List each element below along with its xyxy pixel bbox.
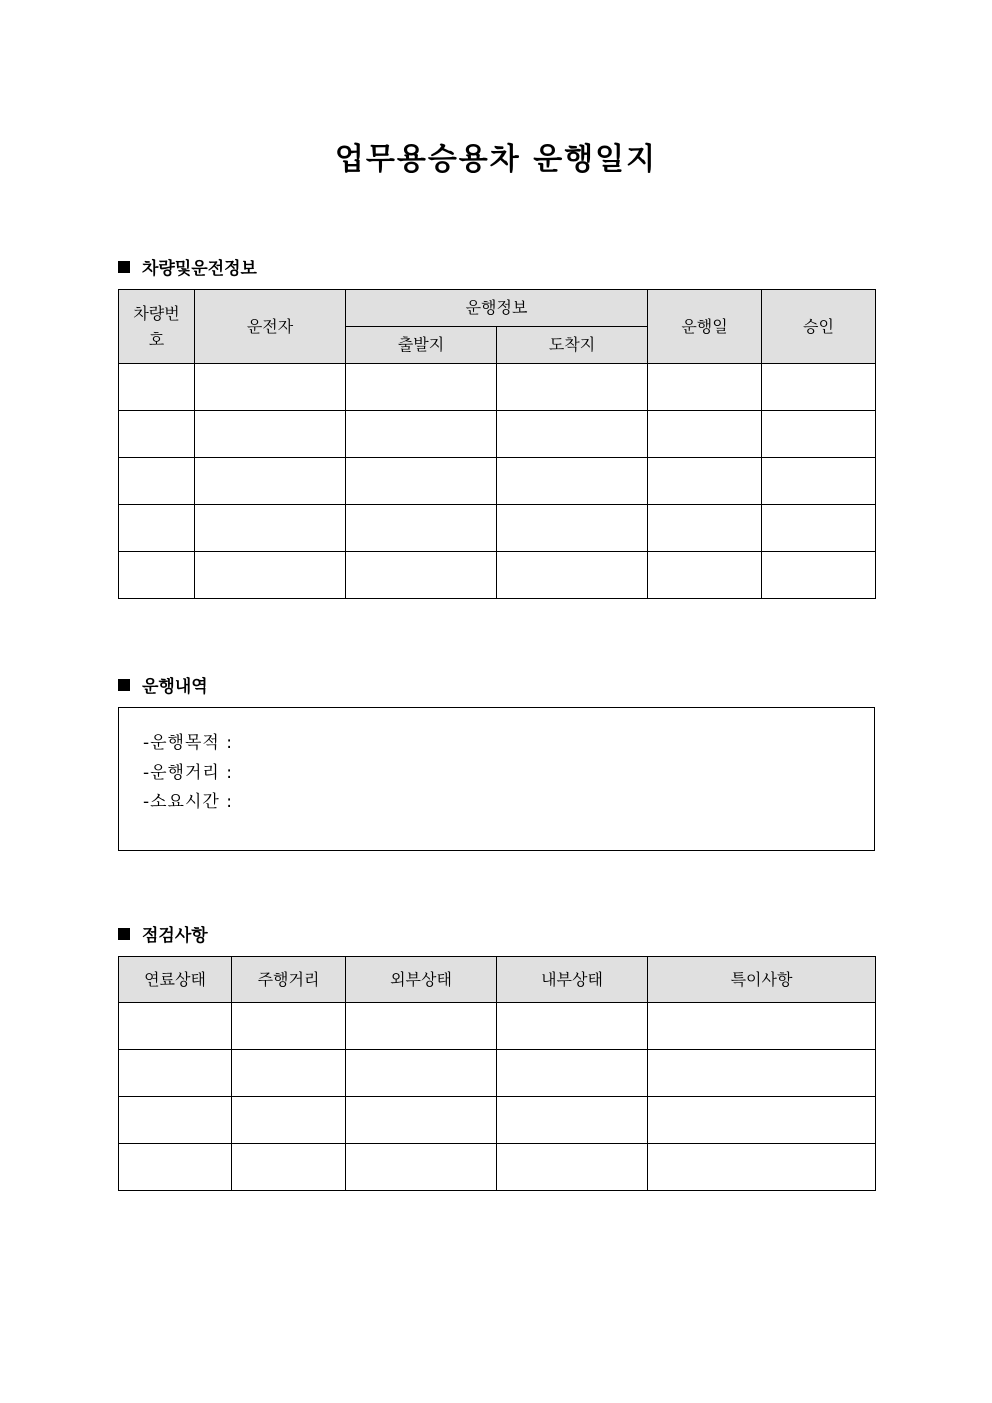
table-cell[interactable]	[346, 364, 497, 411]
table-cell[interactable]	[195, 458, 346, 505]
header-trip-info: 운행정보	[346, 290, 648, 327]
table-cell[interactable]	[648, 505, 762, 552]
table-cell[interactable]	[346, 458, 497, 505]
distance-label: -운행거리 :	[143, 763, 233, 783]
table-cell[interactable]	[346, 1050, 497, 1097]
header-trip-date: 운행일	[648, 290, 762, 364]
table-cell[interactable]	[648, 552, 762, 599]
table-cell[interactable]	[497, 552, 648, 599]
table-cell[interactable]	[346, 1097, 497, 1144]
table-cell[interactable]	[119, 364, 195, 411]
table-cell[interactable]	[497, 364, 648, 411]
page-title: 업무용승용차 운행일지	[334, 142, 658, 177]
table-row	[119, 552, 876, 599]
table-row	[119, 1097, 876, 1144]
table-cell[interactable]	[119, 458, 195, 505]
table-cell[interactable]	[232, 1003, 346, 1050]
header-vehicle-no: 차량번호	[119, 290, 195, 364]
table-cell[interactable]	[119, 552, 195, 599]
duration-label: -소요시간 :	[143, 792, 233, 812]
table-cell[interactable]	[762, 458, 876, 505]
table-cell[interactable]	[195, 364, 346, 411]
header-fuel-status: 연료상태	[119, 957, 232, 1003]
table-cell[interactable]	[119, 411, 195, 458]
section-heading-inspection	[118, 921, 208, 946]
table-cell[interactable]	[346, 1144, 497, 1191]
table-cell[interactable]	[119, 1097, 232, 1144]
table-row	[119, 458, 876, 505]
header-departure: 출발지	[346, 327, 497, 364]
purpose-label: -운행목적 :	[143, 733, 233, 753]
table-cell[interactable]	[762, 364, 876, 411]
table-cell[interactable]	[648, 1144, 876, 1191]
table-cell[interactable]	[497, 1144, 648, 1191]
table-cell[interactable]	[346, 552, 497, 599]
section-heading-label: 점검사항	[142, 926, 208, 946]
table-row	[119, 1003, 876, 1050]
table-cell[interactable]	[497, 411, 648, 458]
table-cell[interactable]	[232, 1144, 346, 1191]
table-cell[interactable]	[497, 1097, 648, 1144]
square-bullet-icon	[118, 928, 130, 940]
table-cell[interactable]	[195, 552, 346, 599]
table-cell[interactable]	[346, 411, 497, 458]
inspection-table	[118, 956, 876, 1191]
table-cell[interactable]	[648, 1003, 876, 1050]
table-row	[119, 1050, 876, 1097]
table-row	[119, 1144, 876, 1191]
square-bullet-icon	[118, 261, 130, 273]
table-cell[interactable]	[497, 1003, 648, 1050]
table-cell[interactable]	[119, 1144, 232, 1191]
table-cell[interactable]	[346, 505, 497, 552]
square-bullet-icon	[118, 679, 130, 691]
table-cell[interactable]	[195, 411, 346, 458]
trip-details-box	[118, 707, 875, 851]
table-cell[interactable]	[648, 411, 762, 458]
table-cell[interactable]	[648, 1050, 876, 1097]
table-cell[interactable]	[648, 364, 762, 411]
section-heading-label: 운행내역	[142, 677, 208, 697]
table-cell[interactable]	[232, 1097, 346, 1144]
header-exterior-status: 외부상태	[346, 957, 497, 1003]
header-driver: 운전자	[195, 290, 346, 364]
table-cell[interactable]	[119, 1050, 232, 1097]
table-cell[interactable]	[762, 411, 876, 458]
table-cell[interactable]	[648, 1097, 876, 1144]
table-cell[interactable]	[119, 1003, 232, 1050]
header-interior-status: 내부상태	[497, 957, 648, 1003]
table-cell[interactable]	[346, 1003, 497, 1050]
header-approval: 승인	[762, 290, 876, 364]
header-arrival: 도착지	[497, 327, 648, 364]
table-cell[interactable]	[762, 552, 876, 599]
table-cell[interactable]	[497, 458, 648, 505]
section-heading-trip-details	[118, 672, 208, 697]
section-heading-vehicle-driver	[118, 254, 257, 279]
table-cell[interactable]	[232, 1050, 346, 1097]
table-cell[interactable]	[195, 505, 346, 552]
header-remarks: 특이사항	[648, 957, 876, 1003]
table-row	[119, 411, 876, 458]
vehicle-driver-table	[118, 289, 876, 599]
table-cell[interactable]	[762, 505, 876, 552]
table-cell[interactable]	[648, 458, 762, 505]
header-mileage: 주행거리	[232, 957, 346, 1003]
section-heading-label: 차량및운전정보	[142, 259, 257, 279]
table-cell[interactable]	[497, 505, 648, 552]
table-cell[interactable]	[497, 1050, 648, 1097]
table-row	[119, 364, 876, 411]
table-cell[interactable]	[119, 505, 195, 552]
table-row	[119, 505, 876, 552]
